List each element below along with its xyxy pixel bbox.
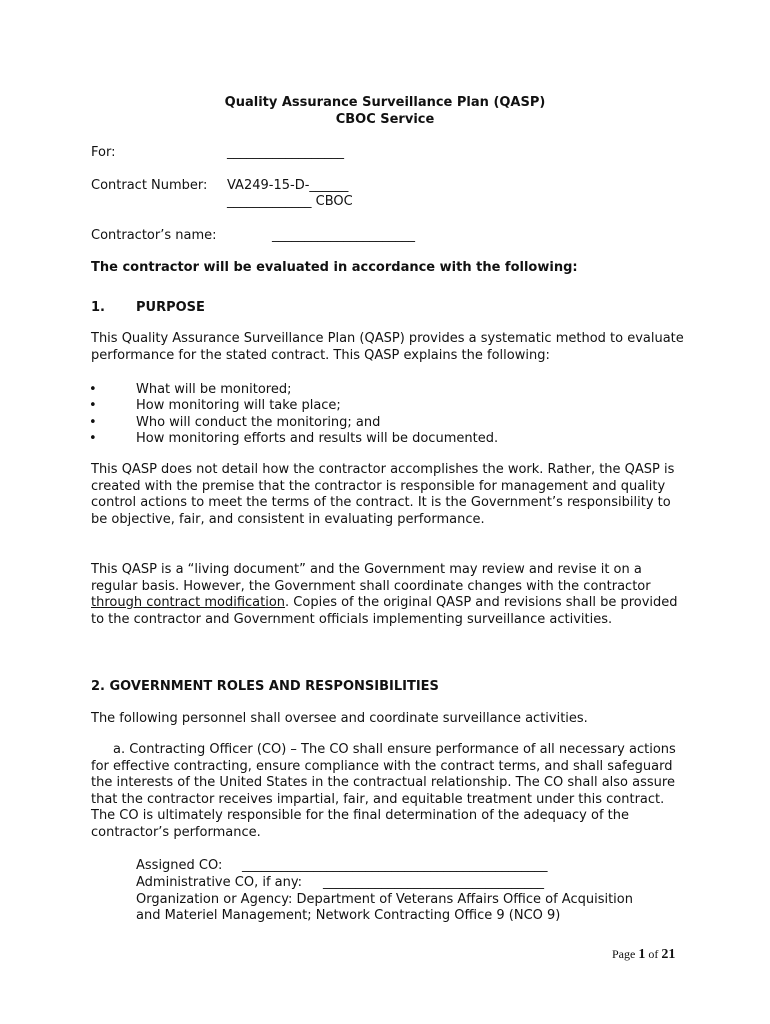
qasp-scope-paragraph: This QASP does not detail how the contractor accomplishes the work. Rather, the QASP is created with the premise that the contractor is responsible for management and quality control actions to meet the terms of the contract. It is the Government’s responsibility to be objective, fair, and consistent in evaluating performance. [91, 462, 675, 527]
contract-number-value: VA249-15-D-______ [227, 178, 349, 193]
bullet-icon: • [89, 398, 97, 413]
document-subtitle: CBOC Service [335, 112, 435, 127]
bullet-icon: • [89, 431, 97, 446]
page-number: 1 [638, 947, 646, 962]
page-total: 21 [661, 947, 676, 962]
living-document-text-start: This QASP is a “living document” and the Government may review and revise it on a regular basis. However, the Government shall coordinate changes with the contractor [91, 562, 651, 594]
page-footer [612, 946, 675, 963]
living-document-text-end: . Copies of the original QASP and revisions shall be provided to the contractor and Government officials implementing surveillance activities. [91, 595, 678, 627]
purpose-paragraph: This Quality Assurance Surveillance Plan (QASP) provides a systematic method to evaluate performance for the stated contract. This QASP explains the following: [91, 331, 684, 363]
for-value: __________________ [227, 145, 344, 160]
organization-line-1: Organization or Agency: Department of Veterans Affairs Office of Acquisition [136, 892, 633, 907]
living-document-paragraph [91, 562, 691, 628]
administrative-co-value: __________________________________ [323, 875, 544, 890]
bullet-icon: • [89, 382, 97, 397]
section2-heading: 2. GOVERNMENT ROLES AND RESPONSIBILITIES [91, 679, 439, 694]
contractor-name-label: Contractor’s name: [91, 228, 217, 243]
bullet-icon: • [89, 415, 97, 430]
contract-number-label: Contract Number: [91, 178, 208, 193]
organization-line-2: and Materiel Management; Network Contracting Office 9 (NCO 9) [136, 908, 561, 923]
for-label: For: [91, 145, 116, 160]
section1-number: 1. [91, 300, 105, 315]
list-item: Who will conduct the monitoring; and [136, 415, 381, 430]
contractor-name-value: ______________________ [272, 228, 415, 243]
assigned-co-value: _______________________________________________ [242, 858, 548, 873]
section1-heading: PURPOSE [136, 300, 205, 315]
document-title: Quality Assurance Surveillance Plan (QASP) [224, 95, 546, 110]
assigned-co-label: Assigned CO: [136, 858, 223, 873]
contracting-officer-paragraph: a. Contracting Officer (CO) – The CO shall ensure performance of all necessary actions for effective contracting, ensure compliance with the contract terms, and shall safeguard the interests of the United States in the contractual relationship. The CO shall also assure that the contractor receives impartial, fair, and equitable treatment under this contract. The CO is ultimately responsible for the final determination of the adequacy of the contractor’s performance. [91, 742, 676, 840]
list-item: How monitoring will take place; [136, 398, 341, 413]
list-item: What will be monitored; [136, 382, 292, 397]
page-word: Page [612, 947, 636, 961]
contract-number-value-cboc: _____________ CBOC [227, 194, 353, 209]
of-word: of [648, 947, 659, 961]
evaluation-intro: The contractor will be evaluated in accordance with the following: [91, 260, 578, 275]
contract-modification-link: through contract modification [91, 595, 286, 611]
list-item: How monitoring efforts and results will be documented. [136, 431, 499, 446]
section2-intro: The following personnel shall oversee and coordinate surveillance activities. [91, 711, 588, 726]
administrative-co-label: Administrative CO, if any: [136, 875, 302, 890]
